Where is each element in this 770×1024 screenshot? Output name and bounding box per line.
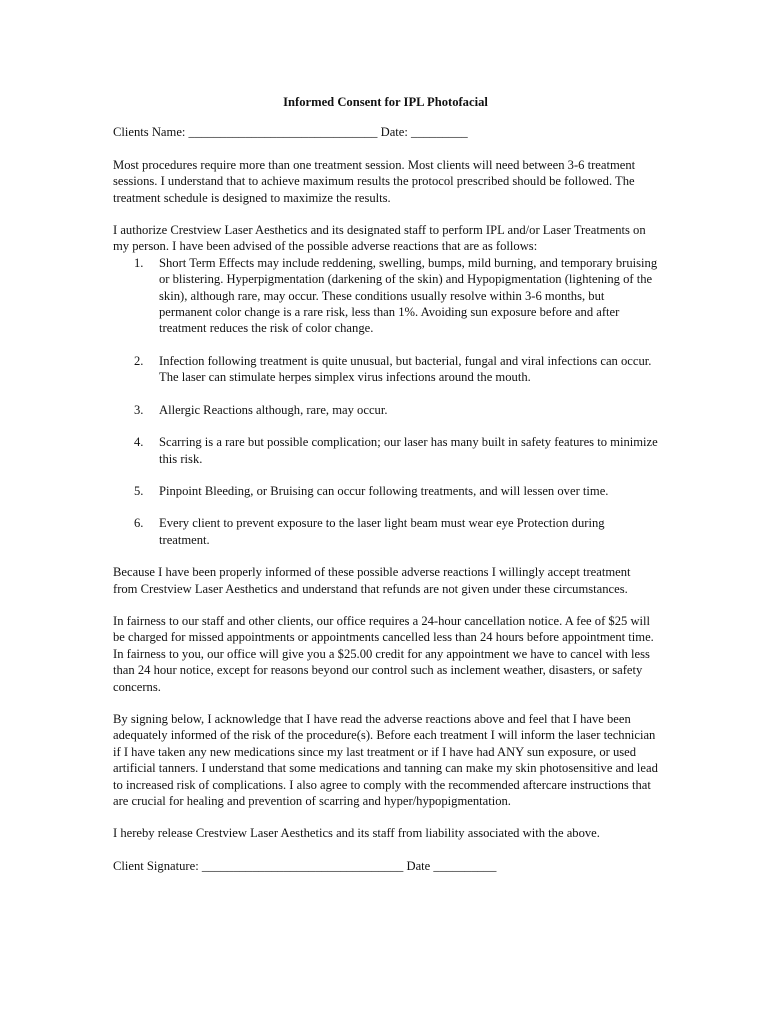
list-item: [113, 515, 658, 548]
list-item-number: 5.: [134, 483, 144, 498]
list-item: [113, 353, 658, 386]
paragraph-acknowledgement: By signing below, I acknowledge that I have read the adverse reactions above and feel that I have been adequately informed of the risk of the procedure(s). Before each treatment I will inform the laser technician if I have taken any new medications since my last treatment or if I have had ANY sun exposure, or used artificial tanners. I understand that some medications and tanning can make my skin photosensitive and lead to increased risk of complications. I also agree to comply with the recommended aftercare instructions that are crucial for healing and prevention of scarring and hyper/hypopigmentation.: [113, 711, 658, 808]
list-item: [113, 402, 658, 418]
list-item-text: Scarring is a rare but possible complication; our laser has many built in safety features to minimize this risk.: [159, 435, 658, 466]
list-item-text: Allergic Reactions although, rare, may occur.: [159, 402, 388, 417]
list-item-number: 3.: [134, 402, 144, 417]
list-item: [113, 483, 658, 499]
paragraph-cancellation: In fairness to our staff and other clients, our office requires a 24-hour cancellation notice. A fee of $25 will be charged for missed appointments or appointments cancelled less than 24 hours before appointment time. In fairness to you, our office will give you a $25.00 credit for any appointment we have to cancel with less than 24 hour notice, except for reasons beyond our control such as inclement weather, disasters, or safety concerns.: [113, 613, 654, 694]
list-item: [113, 255, 658, 337]
list-item-text: Infection following treatment is quite unusual, but bacterial, fungal and viral infections can occur. The laser can stimulate herpes simplex virus infections around the mouth.: [159, 353, 652, 385]
consent-document: [113, 94, 658, 890]
paragraph-sessions: Most procedures require more than one treatment session. Most clients will need between 3-6 treatment sessions. I understand that to achieve maximum results the protocol prescribed should be followed. The treatment schedule is designed to maximize the results.: [113, 157, 636, 205]
paragraph-release: I hereby release Crestview Laser Aesthetics and its staff from liability associated with the above.: [113, 826, 600, 841]
adverse-reactions-list: [113, 255, 658, 548]
list-item-number: 6.: [134, 516, 144, 531]
paragraph-refunds: Because I have been properly informed of these possible adverse reactions I willingly accept treatment from Crestview Laser Aesthetics and understand that refunds are not given under these circumstances.: [113, 565, 631, 596]
list-item-number: 1.: [134, 255, 144, 270]
signature-date-line: Client Signature: ________________________________ Date __________: [113, 858, 497, 873]
list-item-text: Short Term Effects may include reddening, swelling, bumps, mild burning, and temporary bruising or blistering. Hyperpigmentation (darkening of the skin) and Hypopigmentation (lightening of the skin), although rare, may occur. These conditions usually resolve within 3-6 months, but permanent color change is a rare risk, less than 1%. Avoiding sun exposure before and after treatment reduces the risk of color change.: [159, 255, 658, 336]
list-item-number: 4.: [134, 435, 144, 450]
paragraph-authorization: I authorize Crestview Laser Aesthetics and its designated staff to perform IPL and/or Laser Treatments on my person. I have been advised of the possible adverse reactions that are as follows:: [113, 223, 646, 254]
document-title: Informed Consent for IPL Photofacial: [283, 95, 488, 109]
client-name-date-line: Clients Name: ______________________________ Date: _________: [113, 125, 468, 140]
list-item: [113, 434, 658, 467]
list-item-text: Pinpoint Bleeding, or Bruising can occur following treatments, and will lessen over time.: [159, 483, 609, 498]
list-item-text: Every client to prevent exposure to the laser light beam must wear eye Protection during treatment.: [159, 516, 605, 547]
list-item-number: 2.: [134, 353, 144, 368]
